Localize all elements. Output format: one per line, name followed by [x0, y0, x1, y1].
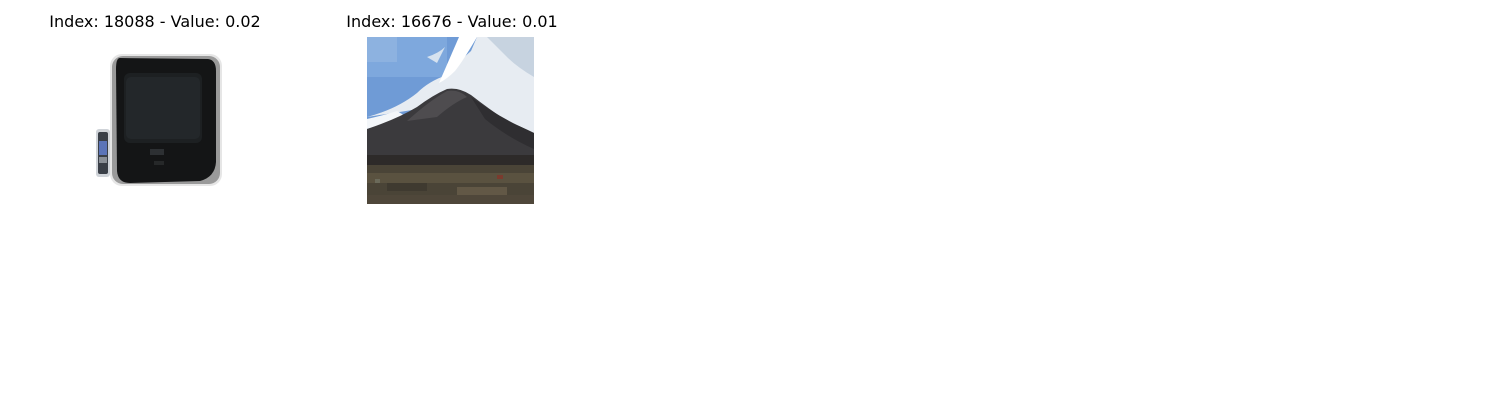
mountain-thumbnail [367, 37, 534, 204]
image-panel-1 [5, 0, 305, 210]
panel-title: Index: 16676 - Value: 0.01 [346, 12, 558, 31]
television-thumbnail [70, 37, 237, 204]
image-panel-2 [302, 0, 602, 210]
television-image [70, 37, 237, 204]
mountain-image [367, 37, 534, 204]
panel-title: Index: 18088 - Value: 0.02 [49, 12, 261, 31]
